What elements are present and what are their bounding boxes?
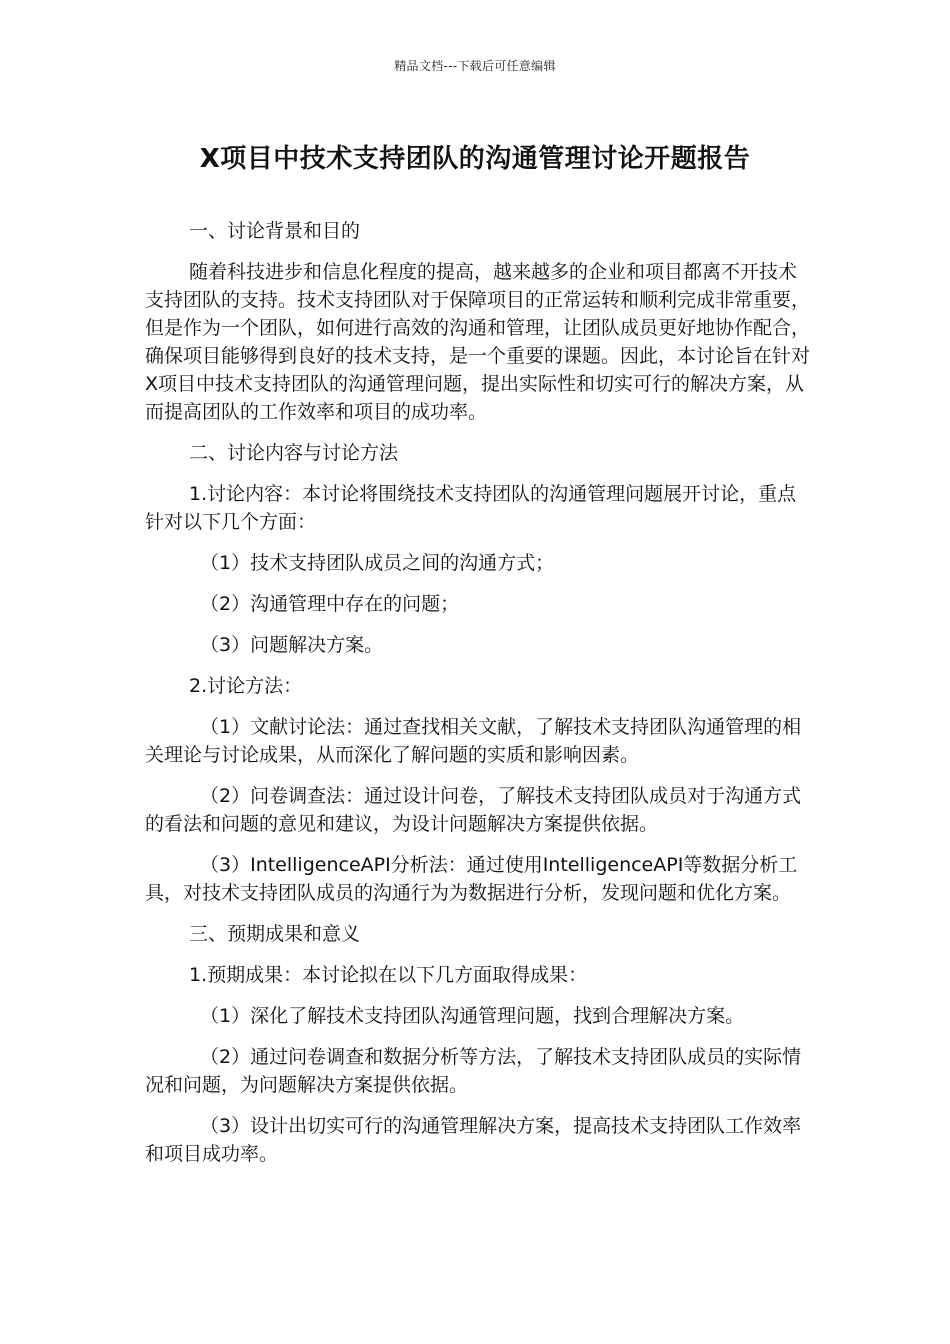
list-item-content-1: （1）技术支持团队成员之间的沟通方式； [200,552,555,574]
paragraph-method-intro: 2.讨论方法： [189,675,303,697]
section-heading-content-method: 二、讨论内容与讨论方法 [189,442,399,464]
list-item-outcome-3: （3）设计出切实可行的沟通管理解决方案，提高技术支持团队工作效率和项目成功率。 [145,1115,802,1165]
paragraph-background: 随着科技进步和信息化程度的提高，越来越多的企业和项目都离不开技术支持团队的支持。技术支持团队对于保障项目的正常运转和顺利完成非常重要，但是作为一个团队，如何进行高效的沟通和管理，让团队成员更好地协作配合，确保项目能够得到良好的技术支持，是一个重要的课题。因此，本讨论旨在针对X项目中技术支持团队的沟通管理问题，提出实际性和切实可行的解决方案，从而提高团队的工作效率和项目的成功率。 [145,261,811,423]
header-note: 精品文档---下载后可任意编辑 [394,59,556,73]
list-item-method-3: （3）IntelligenceAPI分析法：通过使用IntelligenceAPI等数据分析工具，对技术支持团队成员的沟通行为为数据进行分析，发现问题和优化方案。 [145,854,798,904]
paragraph-content-intro: 1.讨论内容：本讨论将围绕技术支持团队的沟通管理问题展开讨论，重点针对以下几个方面： [145,483,797,533]
document-title: X项目中技术支持团队的沟通管理讨论开题报告 [199,144,751,174]
list-item-outcome-2: （2）通过问卷调查和数据分析等方法，了解技术支持团队成员的实际情况和问题，为问题解决方案提供依据。 [145,1046,802,1096]
section-heading-background: 一、讨论背景和目的 [189,220,361,242]
section-heading-outcomes: 三、预期成果和意义 [189,923,361,945]
list-item-method-2: （2）问卷调查法：通过设计问卷，了解技术支持团队成员对于沟通方式的看法和问题的意见和建议，为设计问题解决方案提供依据。 [145,785,802,835]
document-body [145,217,810,1181]
list-item-content-2: （2）沟通管理中存在的问题； [200,593,460,615]
list-item-outcome-1: （1）深化了解技术支持团队沟通管理问题，找到合理解决方案。 [200,1005,745,1027]
list-item-content-3: （3）问题解决方案。 [200,634,384,656]
paragraph-outcomes-intro: 1.预期成果：本讨论拟在以下几方面取得成果： [189,964,588,986]
list-item-method-1: （1）文献讨论法：通过查找相关文献，了解技术支持团队沟通管理的相关理论与讨论成果，从而深化了解问题的实质和影响因素。 [145,716,802,766]
